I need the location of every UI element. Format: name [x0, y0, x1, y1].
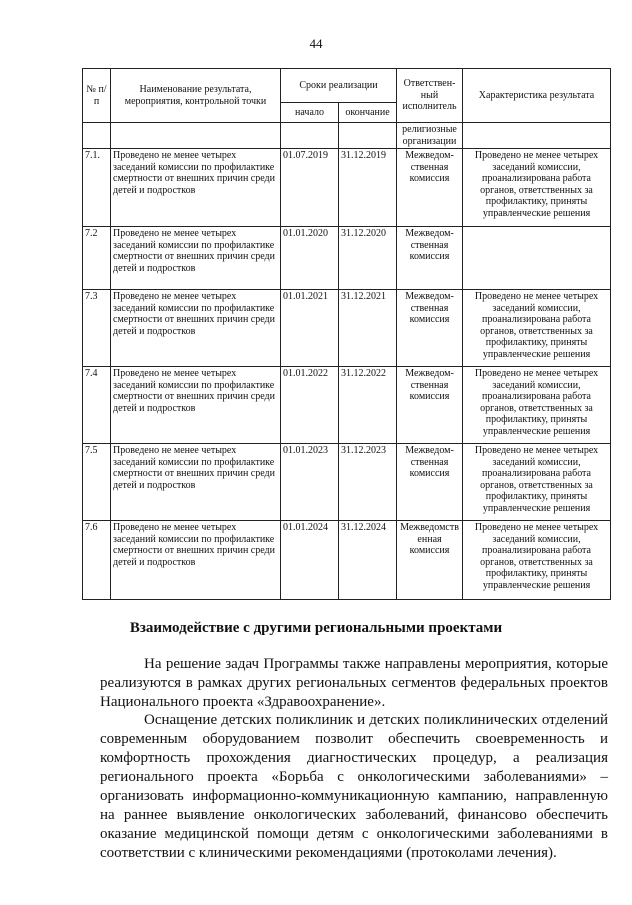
row-result: Проведено не менее четырех заседаний комиссии, проанализирована работа органов, ответственных за профилактику, приняты управленческие решения [463, 521, 611, 600]
row-end: 31.12.2019 [339, 149, 397, 227]
row-num: 7.4 [83, 367, 111, 444]
continuation-result-cell [463, 123, 611, 149]
paragraph: На решение задач Программы также направлены мероприятия, которые реализуются в рамках других региональных сегментов федеральных проектов Национального проекта «Здравоохранение». [100, 656, 608, 710]
table-row [83, 227, 611, 290]
row-result: Проведено не менее четырех заседаний комиссии, проанализирована работа органов, ответственных за профилактику, приняты управленческие решения [463, 290, 611, 367]
header-num: № п/п [83, 69, 111, 123]
row-start: 01.01.2022 [281, 367, 339, 444]
row-result: Проведено не менее четырех заседаний комиссии, проанализирована работа органов, ответственных за профилактику, приняты управленческие решения [463, 367, 611, 444]
header-start: начало [281, 103, 339, 123]
row-num: 7.1. [83, 149, 111, 227]
row-num: 7.6 [83, 521, 111, 600]
table-row [83, 367, 611, 444]
row-executor: Межведом-ственная комиссия [397, 290, 463, 367]
row-num: 7.2 [83, 227, 111, 290]
table-row [83, 290, 611, 367]
table-row [83, 149, 611, 227]
row-executor: Межведом-ственная комиссия [397, 149, 463, 227]
page-number: 44 [309, 36, 323, 51]
header-period: Сроки реализации [281, 69, 397, 103]
continuation-end-cell [339, 123, 397, 149]
row-end: 31.12.2021 [339, 290, 397, 367]
measures-table [82, 68, 611, 600]
continuation-executor: религиозные организации [397, 123, 463, 149]
row-name: Проведено не менее четырех заседаний комиссии по профилактике смертности от внешних причин среди детей и подростков [111, 149, 281, 227]
row-name: Проведено не менее четырех заседаний комиссии по профилактике смертности от внешних причин среди детей и подростков [111, 290, 281, 367]
header-result: Характеристика результата [463, 69, 611, 123]
continuation-start-cell [281, 123, 339, 149]
row-end: 31.12.2022 [339, 367, 397, 444]
row-name: Проведено не менее четырех заседаний комиссии по профилактике смертности от внешних причин среди детей и подростков [111, 227, 281, 290]
paragraph: Оснащение детских поликлиник и детских поликлинических отделений современным оборудованием позволит обеспечить своевременность и комфортность прохождения диагностических процедур, а реализация регионального проекта «Борьба с онкологическими заболеваниями» – организовать информационно-коммуникационную кампанию, направленную на раннее выявление онкологических заболеваний, финансово обеспечить оказание медицинской помощи детям с онкологическими заболеваниями в соответствии с клиническими рекомендациями (протоколами лечения). [100, 712, 608, 861]
row-result: Проведено не менее четырех заседаний комиссии, проанализирована работа органов, ответственных за профилактику, приняты управленческие решения [463, 444, 611, 521]
header-name: Наименование результата, мероприятия, контрольной точки [111, 69, 281, 123]
row-num: 7.3 [83, 290, 111, 367]
header-executor: Ответствен-ный исполнитель [397, 69, 463, 123]
header-end: окончание [339, 103, 397, 123]
row-start: 01.01.2021 [281, 290, 339, 367]
row-start: 01.01.2020 [281, 227, 339, 290]
table-row [83, 521, 611, 600]
section-heading: Взаимодействие с другими региональными проектами [129, 620, 503, 636]
row-start: 01.01.2023 [281, 444, 339, 521]
row-name: Проведено не менее четырех заседаний комиссии по профилактике смертности от внешних причин среди детей и подростков [111, 367, 281, 444]
row-name: Проведено не менее четырех заседаний комиссии по профилактике смертности от внешних причин среди детей и подростков [111, 521, 281, 600]
row-num: 7.5 [83, 444, 111, 521]
row-end: 31.12.2023 [339, 444, 397, 521]
row-executor: Межведом-ственная комиссия [397, 367, 463, 444]
table-row [83, 444, 611, 521]
continuation-name-cell [111, 123, 281, 149]
table-row-continuation [83, 123, 611, 149]
row-start: 01.07.2019 [281, 149, 339, 227]
row-executor: Межведом-ственная комиссия [397, 444, 463, 521]
row-result [463, 227, 611, 290]
row-start: 01.01.2024 [281, 521, 339, 600]
row-executor: Межведом-ственная комиссия [397, 227, 463, 290]
continuation-num-cell [83, 123, 111, 149]
row-result: Проведено не менее четырех заседаний комиссии, проанализирована работа органов, ответственных за профилактику, приняты управленческие решения [463, 149, 611, 227]
row-executor: Межведомств енная комиссия [397, 521, 463, 600]
row-name: Проведено не менее четырех заседаний комиссии по профилактике смертности от внешних причин среди детей и подростков [111, 444, 281, 521]
row-end: 31.12.2020 [339, 227, 397, 290]
row-end: 31.12.2024 [339, 521, 397, 600]
